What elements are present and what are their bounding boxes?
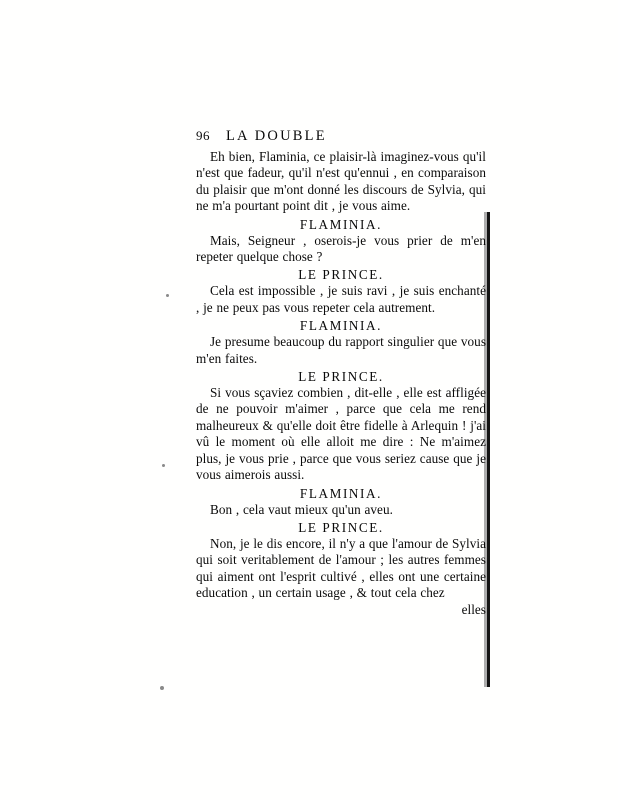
- catchword: elles: [461, 601, 486, 617]
- speaker-heading: FLAMINIA.: [299, 485, 383, 501]
- speaker-heading: FLAMINIA.: [299, 318, 383, 334]
- paper-speck: [160, 686, 164, 690]
- speaker-heading: LE PRINCE.: [298, 519, 384, 535]
- paper-speck: [166, 294, 169, 297]
- page-text-block: [196, 128, 486, 618]
- paragraph: Mais, Seigneur , oserois-je vous prier de m'en repeter quelque chose ?: [196, 232, 486, 265]
- page-header: [196, 128, 486, 146]
- paragraph: Bon , cela vaut mieux qu'un aveu.: [210, 501, 393, 517]
- paper-speck: [162, 464, 165, 467]
- paragraph: Si vous sçaviez combien , dit-elle , elle est affligée de ne pouvoir m'aimer , parce que cela me rend malheureux & qu'elle doit être fidelle à Arlequin ! j'ai vû le moment où elle alloit me dire : Ne m'aimez plus, je vous prie , parce que vous seriez cause que je vous aimerois aussi.: [196, 385, 486, 483]
- running-title: LA DOUBLE: [226, 128, 327, 144]
- paragraph: Cela est impossible , je suis ravi , je suis enchanté , je ne peux pas vous repeter cela autrement.: [196, 283, 486, 315]
- paragraph: Eh bien, Flaminia, ce plaisir-là imaginez-vous qu'il n'est que fadeur, qu'il n'est qu'ennui , en comparaison du plaisir que m'ont donné les discours de Sylvia, qui ne m'a pourtant point dit , je vous aime.: [196, 149, 486, 214]
- speaker-heading: FLAMINIA.: [299, 216, 383, 232]
- speaker-heading: LE PRINCE.: [298, 369, 384, 385]
- paragraph: Je presume beaucoup du rapport singulier que vous m'en faites.: [196, 334, 486, 366]
- page-number: 96: [196, 128, 210, 143]
- paragraph: Non, je le dis encore, il n'y a que l'amour de Sylvia qui soit veritablement de l'amour ; les autres femmes qui aiment ont l'esprit cultivé , elles ont une certaine education , un certain usage , & tout cela chez: [196, 535, 486, 601]
- speaker-heading: LE PRINCE.: [298, 267, 384, 283]
- page-edge-dark-band: [487, 212, 490, 687]
